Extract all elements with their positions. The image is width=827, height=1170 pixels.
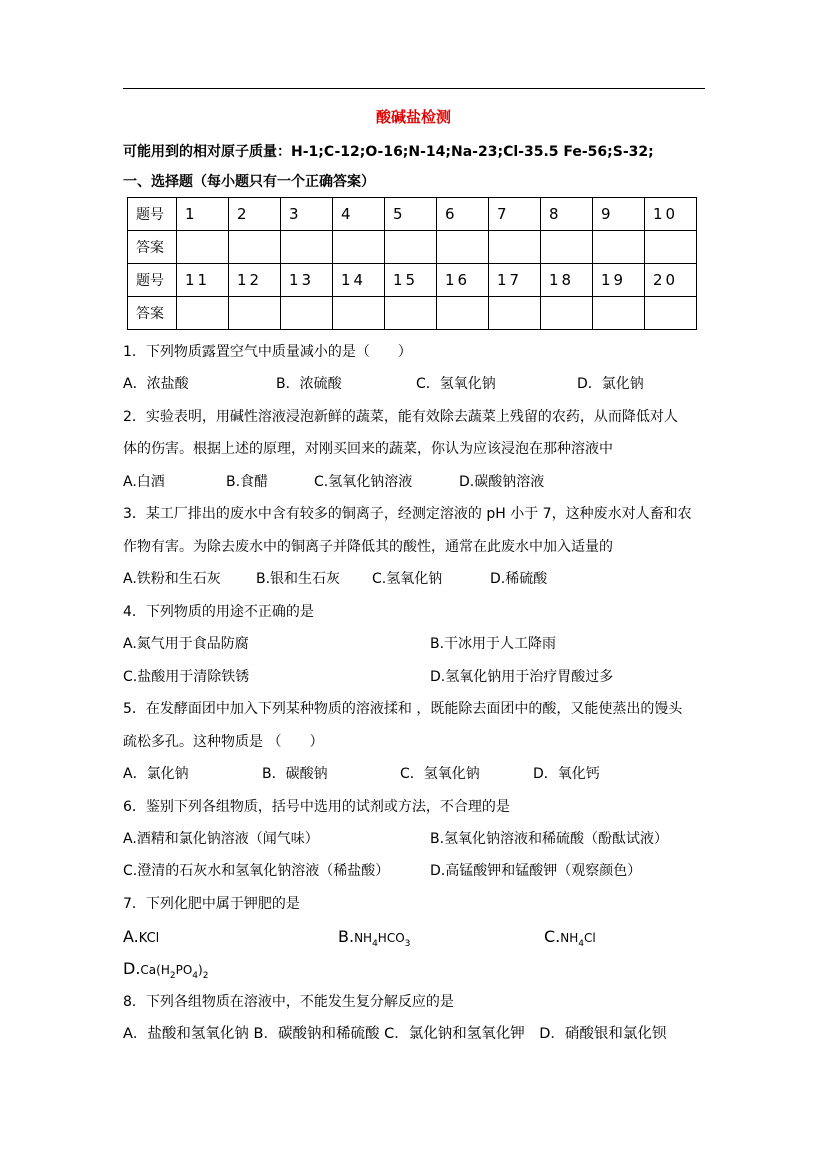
- answer-table: [127, 197, 697, 330]
- table-row: [128, 231, 697, 264]
- question-1-option-b: B．浓硫酸: [276, 376, 342, 392]
- question-number: 11: [177, 264, 229, 297]
- answer-cell[interactable]: [593, 297, 645, 330]
- question-number: 7: [489, 198, 541, 231]
- option-letter: D.: [123, 959, 141, 978]
- page-title: 酸碱盐检测: [375, 108, 451, 126]
- question-2-option-d: D.碳酸钠溶液: [459, 474, 545, 490]
- question-number: 3: [281, 198, 333, 231]
- question-number: 1: [177, 198, 229, 231]
- question-6-option-c: C.澄清的石灰水和氢氧化钠溶液（稀盐酸）: [123, 863, 390, 879]
- answer-cell[interactable]: [489, 231, 541, 264]
- answer-cell[interactable]: [177, 297, 229, 330]
- question-number: 17: [489, 264, 541, 297]
- header-rule: [123, 88, 705, 89]
- section-heading: 一、选择题（每小题只有一个正确答案）: [123, 174, 375, 190]
- answer-cell[interactable]: [229, 231, 281, 264]
- question-6-option-b: B.氢氧化钠溶液和稀硫酸（酚酞试液）: [430, 831, 669, 847]
- question-number: 18: [541, 264, 593, 297]
- table-row: [128, 297, 697, 330]
- question-3-stem-1: 3．某工厂排出的废水中含有较多的铜离子，经测定溶液的 pH 小于 7，这种废水对人畜和农: [123, 506, 692, 522]
- question-number: 9: [593, 198, 645, 231]
- question-7-option-a: [123, 928, 159, 948]
- question-6-option-d: D.高锰酸钾和锰酸钾（观察颜色）: [430, 863, 642, 879]
- question-number: 8: [541, 198, 593, 231]
- question-4-option-c: C.盐酸用于清除铁锈: [123, 669, 250, 685]
- atomic-mass-values: H-1;C-12;O-16;N-14;Na-23;Cl-35.5 Fe-56;S-32;: [291, 144, 654, 160]
- question-number: 13: [281, 264, 333, 297]
- question-2-stem-2: 体的伤害。根据上述的原理，对刚买回来的蔬菜，你认为应该浸泡在那种溶液中: [123, 441, 613, 457]
- answer-cell[interactable]: [541, 231, 593, 264]
- question-1-option-d: D．氯化钠: [577, 376, 644, 392]
- question-4-option-a: A.氮气用于食品防腐: [123, 636, 249, 652]
- answer-cell[interactable]: [645, 231, 697, 264]
- question-5-stem-2: 疏松多孔。这种物质是 （ ）: [123, 734, 324, 750]
- question-4-option-b: B.干冰用于人工降雨: [430, 636, 557, 652]
- question-number: 14: [333, 264, 385, 297]
- formula-text: Ca(H: [140, 963, 170, 977]
- question-3-stem-2: 作物有害。为除去废水中的铜离子并降低其的酸性，通常在此废水中加入适量的: [123, 539, 613, 555]
- question-3-option-d: D.稀硫酸: [490, 571, 548, 587]
- answer-cell[interactable]: [437, 297, 489, 330]
- atomic-mass-line: [123, 143, 654, 161]
- question-number: 16: [437, 264, 489, 297]
- formula-subscript: 4: [372, 938, 378, 949]
- answer-cell[interactable]: [229, 297, 281, 330]
- table-row: [128, 198, 697, 231]
- answer-cell[interactable]: [333, 297, 385, 330]
- answer-cell[interactable]: [541, 297, 593, 330]
- question-number: 10: [645, 198, 697, 231]
- question-8-stem: 8．下列各组物质在溶液中，不能发生复分解反应的是: [123, 994, 454, 1010]
- question-7-option-d: [123, 960, 208, 985]
- answer-cell[interactable]: [281, 297, 333, 330]
- question-5-option-c: C．氢氧化钠: [400, 766, 480, 782]
- formula-subscript: 4: [578, 938, 584, 949]
- atomic-mass-label: 可能用到的相对原子质量：: [123, 144, 291, 160]
- answer-cell[interactable]: [177, 231, 229, 264]
- question-number: 15: [385, 264, 437, 297]
- question-number: 6: [437, 198, 489, 231]
- answer-cell[interactable]: [437, 231, 489, 264]
- question-7-option-b: [338, 928, 410, 953]
- formula-text: ): [198, 963, 203, 977]
- question-2-stem-1: 2．实验表明，用碱性溶液浸泡新鲜的蔬菜，能有效除去蔬菜上残留的农药，从而降低对人: [123, 409, 678, 425]
- question-number: 12: [229, 264, 281, 297]
- question-number: 2: [229, 198, 281, 231]
- question-7-option-c: [544, 928, 596, 953]
- answer-cell[interactable]: [489, 297, 541, 330]
- option-letter: C.: [544, 927, 561, 946]
- question-5-option-d: D．氧化钙: [533, 766, 600, 782]
- question-3-option-c: C.氢氧化钠: [372, 571, 443, 587]
- question-3-option-b: B.银和生石灰: [256, 571, 341, 587]
- question-4-option-d: D.氢氧化钠用于治疗胃酸过多: [430, 669, 614, 685]
- question-1-stem: 1．下列物质露置空气中质量减小的是（ ）: [123, 344, 412, 360]
- question-2-option-c: C.氢氧化钠溶液: [314, 474, 413, 490]
- question-6-option-a: A.酒精和氯化钠溶液（闻气味）: [123, 831, 319, 847]
- answer-cell[interactable]: [385, 231, 437, 264]
- question-1-option-c: C．氢氧化钠: [416, 376, 496, 392]
- formula-text: PO: [175, 963, 193, 977]
- answer-cell[interactable]: [645, 297, 697, 330]
- answer-cell[interactable]: [385, 297, 437, 330]
- formula-text: NH: [354, 931, 373, 945]
- option-letter: A.: [123, 927, 139, 946]
- formula-subscript: 2: [202, 970, 209, 981]
- table-row: [128, 264, 697, 297]
- question-1-option-a: A．浓盐酸: [123, 376, 189, 392]
- formula-subscript: 2: [169, 970, 176, 981]
- question-6-stem: 6．鉴别下列各组物质，括号中选用的试剂或方法，不合理的是: [123, 799, 510, 815]
- answer-cell[interactable]: [281, 231, 333, 264]
- question-5-option-a: A．氯化钠: [123, 766, 189, 782]
- question-number: 5: [385, 198, 437, 231]
- formula-subscript: 3: [404, 938, 411, 949]
- question-3-option-a: A.铁粉和生石灰: [123, 571, 221, 587]
- question-2-option-a: A.白酒: [123, 474, 165, 490]
- formula-text: KCl: [138, 931, 160, 946]
- row-label: 答案: [128, 297, 177, 330]
- question-4-stem: 4．下列物质的用途不正确的是: [123, 604, 314, 620]
- row-label: 题号: [128, 198, 177, 231]
- option-letter: B.: [338, 927, 355, 946]
- formula-text: HCO: [377, 931, 405, 945]
- question-number: 20: [645, 264, 697, 297]
- answer-cell[interactable]: [333, 231, 385, 264]
- row-label: 题号: [128, 264, 177, 297]
- answer-cell[interactable]: [593, 231, 645, 264]
- question-5-option-b: B．碳酸钠: [262, 766, 328, 782]
- question-number: 4: [333, 198, 385, 231]
- formula-subscript: 4: [192, 970, 198, 981]
- question-8-options: A．盐酸和氢氧化钠 B．碳酸钠和稀硫酸 C．氯化钠和氢氧化钾 D．硝酸银和氯化钡: [123, 1026, 667, 1042]
- row-label: 答案: [128, 231, 177, 264]
- formula-text: Cl: [584, 931, 596, 945]
- question-7-stem: 7．下列化肥中属于钾肥的是: [123, 896, 300, 912]
- question-2-option-b: B.食醋: [226, 474, 269, 490]
- question-number: 19: [593, 264, 645, 297]
- question-5-stem-1: 5．在发酵面团中加入下列某种物质的溶液揉和 ，既能除去面团中的酸，又能使蒸出的馒头: [123, 701, 683, 717]
- formula-text: NH: [560, 931, 579, 945]
